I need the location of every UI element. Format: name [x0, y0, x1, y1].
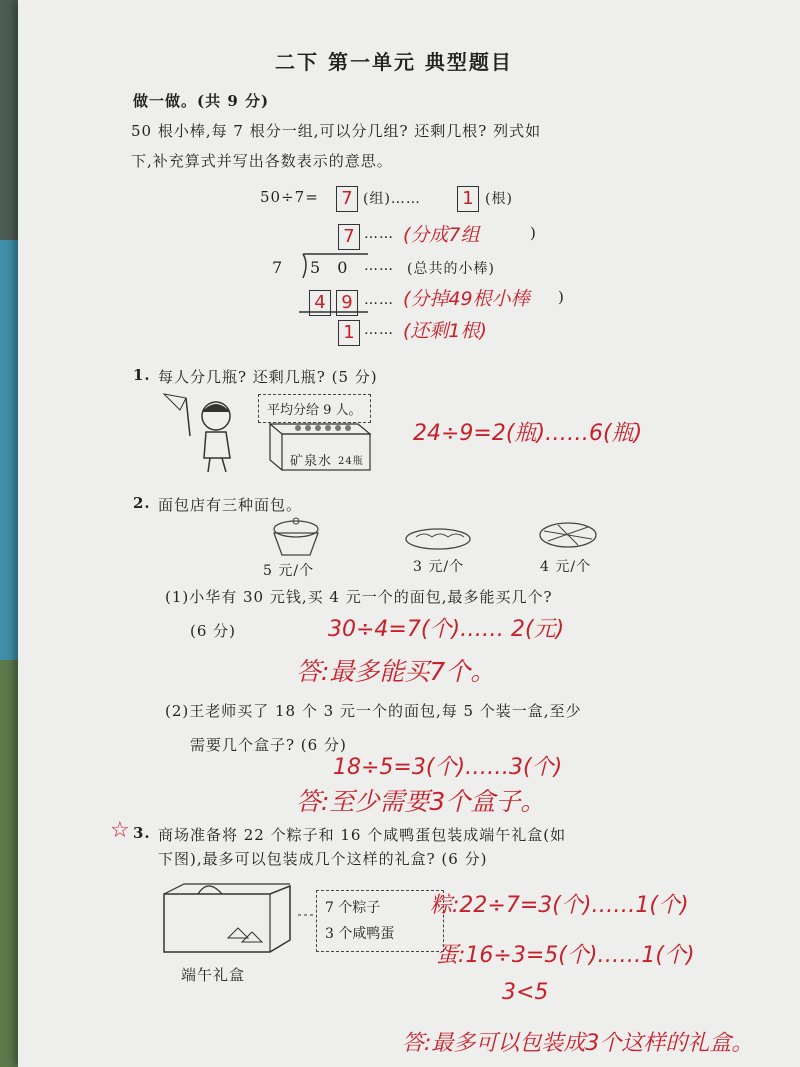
q3-star-mark: ☆	[110, 818, 130, 843]
product-ones-box: 9	[336, 290, 358, 316]
q3-number: 3.	[133, 824, 151, 842]
label-quotient: (分成7组	[403, 224, 480, 246]
remainder-box: 1	[457, 186, 479, 212]
q2-sub2-line1: (2)王老师买了 18 个 3 元一个的面包,每 5 个装一盒,至少	[165, 702, 582, 720]
dividend: 5 0	[310, 258, 354, 277]
q2-sub2-answer: 答:至少需要3个盒子。	[296, 787, 546, 816]
price-loaf: 3 元/个	[413, 559, 465, 575]
q1-box-count: 24瓶	[338, 456, 364, 467]
q1-number: 1.	[133, 366, 151, 384]
q3-gift-box-illustration	[158, 880, 318, 970]
q3-item-zongzi: 7 个粽子	[325, 900, 381, 916]
price-cake: 5 元/个	[263, 563, 315, 579]
q3-answer: 答:最多可以包装成3个这样的礼盒。	[402, 1031, 754, 1056]
remainder-vertical-box: 1	[338, 320, 360, 346]
product-tens-box: 4	[309, 290, 331, 316]
label-product: (分掉49根小棒	[403, 288, 530, 310]
background-table-edge	[0, 660, 20, 1067]
q1-speech-bubble: 平均分给 9 人。	[258, 394, 371, 423]
quotient-box: 7	[336, 186, 358, 212]
q2-sub1-line1: (1)小华有 30 元钱,买 4 元一个的面包,最多能买几个?	[165, 588, 553, 606]
q3-line2: 下图),最多可以包装成几个这样的礼盒? (6 分)	[158, 850, 488, 868]
q2-number: 2.	[133, 494, 151, 512]
q3-item-eggs: 3 个咸鸭蛋	[325, 926, 395, 942]
q3-box-caption: 端午礼盒	[181, 966, 246, 984]
q3-line1: 商场准备将 22 个粽子和 16 个咸鸭蛋包装成端午礼盒(如	[158, 826, 567, 844]
background-book-edge	[0, 240, 20, 660]
q2-text: 面包店有三种面包。	[158, 496, 303, 514]
dots-quotient: ……	[364, 226, 394, 242]
q1-answer: 24÷9=2(瓶)……6(瓶)	[413, 421, 643, 446]
section-heading: 做一做。(共 9 分)	[133, 92, 270, 110]
background-edge	[0, 0, 20, 240]
divisor: 7	[272, 258, 284, 277]
q2-sub1-calc: 30÷4=7(个)…… 2(元)	[328, 617, 565, 642]
q3-calc-eggs: 蛋:16÷3=5(个)……1(个)	[436, 943, 695, 968]
label-remainder: (还剩1根)	[403, 320, 487, 342]
q1-box-label: 矿泉水	[290, 454, 333, 469]
q3-box-contents	[316, 890, 444, 952]
q2-sub2-calc: 18÷5=3(个)……3(个)	[333, 755, 563, 780]
page-title: 二下 第一单元 典型题目	[275, 50, 513, 74]
close-paren-1: )	[530, 224, 537, 242]
price-pie: 4 元/个	[540, 559, 592, 575]
intro-line-2: 下,补充算式并写出各数表示的意思。	[131, 152, 393, 170]
worksheet-paper	[18, 0, 800, 1067]
dots-product: ……	[364, 292, 394, 308]
unit-group: (组)……	[363, 191, 421, 207]
intro-line-1: 50 根小棒,每 7 根分一组,可以分几组? 还剩几根? 列式如	[131, 122, 542, 140]
dots-remainder: ……	[364, 322, 394, 338]
equation-left: 50÷7=	[260, 188, 319, 206]
q1-text: 每人分几瓶? 还剩几瓶? (5 分)	[158, 368, 378, 386]
q2-bread-illustrations	[268, 515, 608, 560]
q2-sub2-line2: 需要几个盒子? (6 分)	[190, 736, 347, 754]
close-paren-2: )	[558, 288, 565, 306]
dots-dividend: ……	[364, 258, 394, 274]
label-dividend: (总共的小棒)	[407, 261, 495, 277]
q3-calc-zongzi: 粽:22÷7=3(个)……1(个)	[430, 893, 689, 918]
q2-sub1-line2: (6 分)	[190, 622, 237, 640]
q2-sub1-answer: 答:最多能买7个。	[296, 657, 496, 686]
unit-root: (根)	[485, 191, 513, 207]
quotient-vertical-box: 7	[338, 224, 360, 250]
q3-compare: 3<5	[502, 980, 549, 1005]
